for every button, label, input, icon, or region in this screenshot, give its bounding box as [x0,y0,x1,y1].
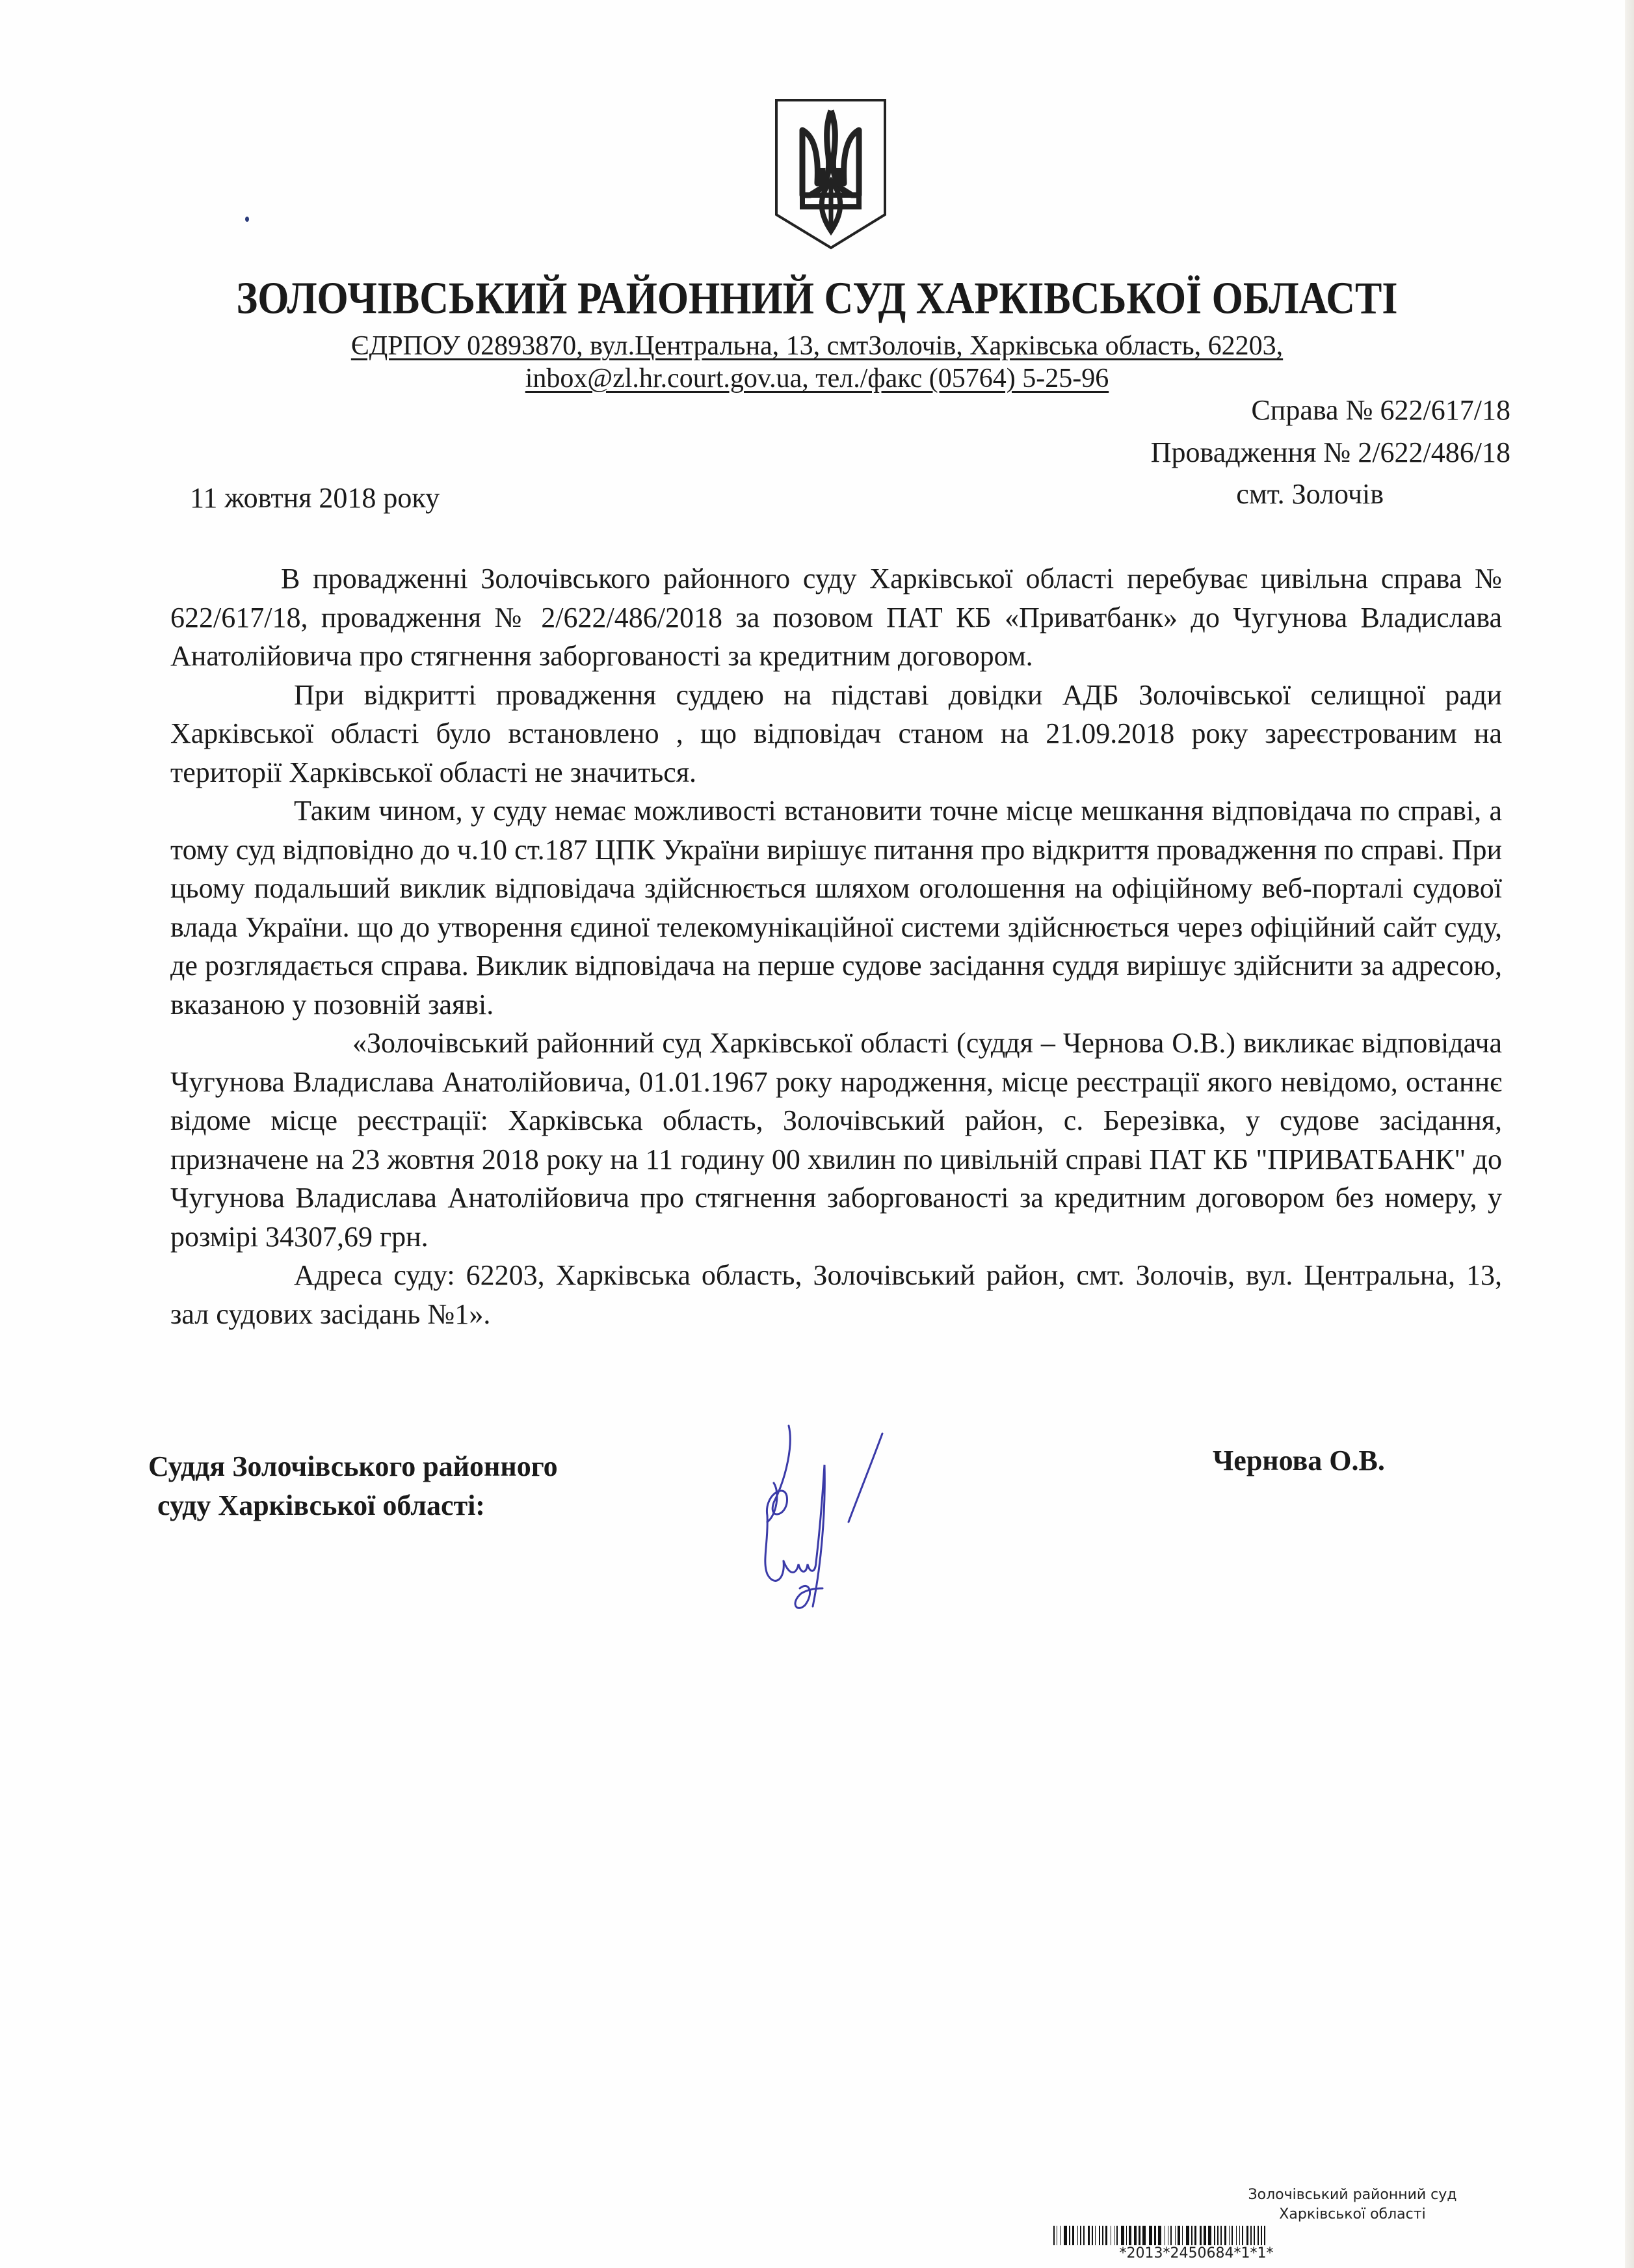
signatory-title-line-2: суду Харківської області: [157,1489,485,1521]
document-place: смт. Золочів [1236,478,1384,510]
registration-stamp [1092,2185,1613,2224]
stamp-line-2: Харківської області [1279,2206,1426,2222]
barcode-number: *2013*2450684*1*1* [1119,2245,1274,2261]
signatory-title-line-1: Суддя Золочівського районного [148,1450,558,1482]
paragraph-3: Таким чином, у суду немає можливості встановити точне місце мешкання відповідача по справі, а тому суд відповідно до ч.10 ст.187 ЦПК України вирішує питання про відкриття провадження по справі. При цьому подальший виклик відповідача здійснюється шляхом оголошення на офіційному веб-порталі судової влада України. що до утворення єдиної телекомунікаційної системи здійснюється через офіційний сайт суду, де розглядається справа. Виклик відповідача на перше судове засідання суддя вирішує здійснити за адресою, вказаною у позовній заяві. [170,795,1502,1021]
paragraph-5-court-address: Адреса суду: 62203, Харківська область, Золочівський район, смт. Золочів, вул. Центральна, 13, зал судових засідань №1». [170,1259,1502,1330]
court-title: ЗОЛОЧІВСЬКИЙ РАЙОННИЙ СУД ХАРКІВСЬКОЇ ОБЛАСТІ [236,274,1398,324]
handwritten-signature-icon [728,1418,1027,1613]
document-body [170,559,1502,1333]
document-date: 11 жовтня 2018 року [190,482,440,514]
paragraph-2: При відкритті провадження суддею на підставі довідки АДБ Золочівської селищної ради Харківської області було встановлено , що відповідач станом на 21.09.2018 року зареєстрованим на території Харківської області не значиться. [170,678,1502,788]
signatory-title [148,1447,558,1525]
trident-emblem-icon [774,98,888,250]
court-requisites-text: ЄДРПОУ 02893870, вул.Центральна, 13, смтЗолочів, Харківська область, 62203, [350,331,1284,361]
paragraph-4-summons: «Золочівський районний суд Харківської області (суддя – Чернова О.В.) викликає відповідача Чугунова Владислава Анатолійовича, 01.01.1967 року народження, місце реєстрації якого невідомо, останнє відоме місце реєстрації: Харківська область, Золочівський район, с. Березівка, у судове засідання, призначене на 23 жовтня 2018 року на 11 годину 00 хвилин по цивільній справі ПАТ КБ "ПРИВАТБАНК" до Чугунова Владислава Анатолійовича про стягнення заборгованості за кредитним договором без номеру, у розмірі 34307,69 грн. [170,1027,1502,1253]
court-contact-line-2 [0,363,1634,394]
proceeding-number: Провадження № 2/622/486/18 [1150,436,1510,468]
barcode-gap [1265,2226,1269,2245]
judge-name: Чернова О.В. [1213,1445,1385,1476]
barcode [1053,2226,1339,2245]
case-number: Справа № 622/617/18 [1251,394,1510,426]
scan-speck [245,217,249,222]
court-contact-line-1 [0,330,1634,362]
court-email-phone-text: inbox@zl.hr.court.gov.ua, тел./факс (05764) 5-25-96 [525,364,1109,394]
paragraph-1: В провадженні Золочівського районного суду Харківської області перебуває цивільна справа № 622/617/18, провадження № 2/622/486/2018 за позовом ПАТ КБ «Приватбанк» до Чугунова Владислава Анатолійовича про стягнення заборгованості за кредитним договором. [170,563,1502,672]
stamp-line-1: Золочівський районний суд [1248,2187,1457,2203]
